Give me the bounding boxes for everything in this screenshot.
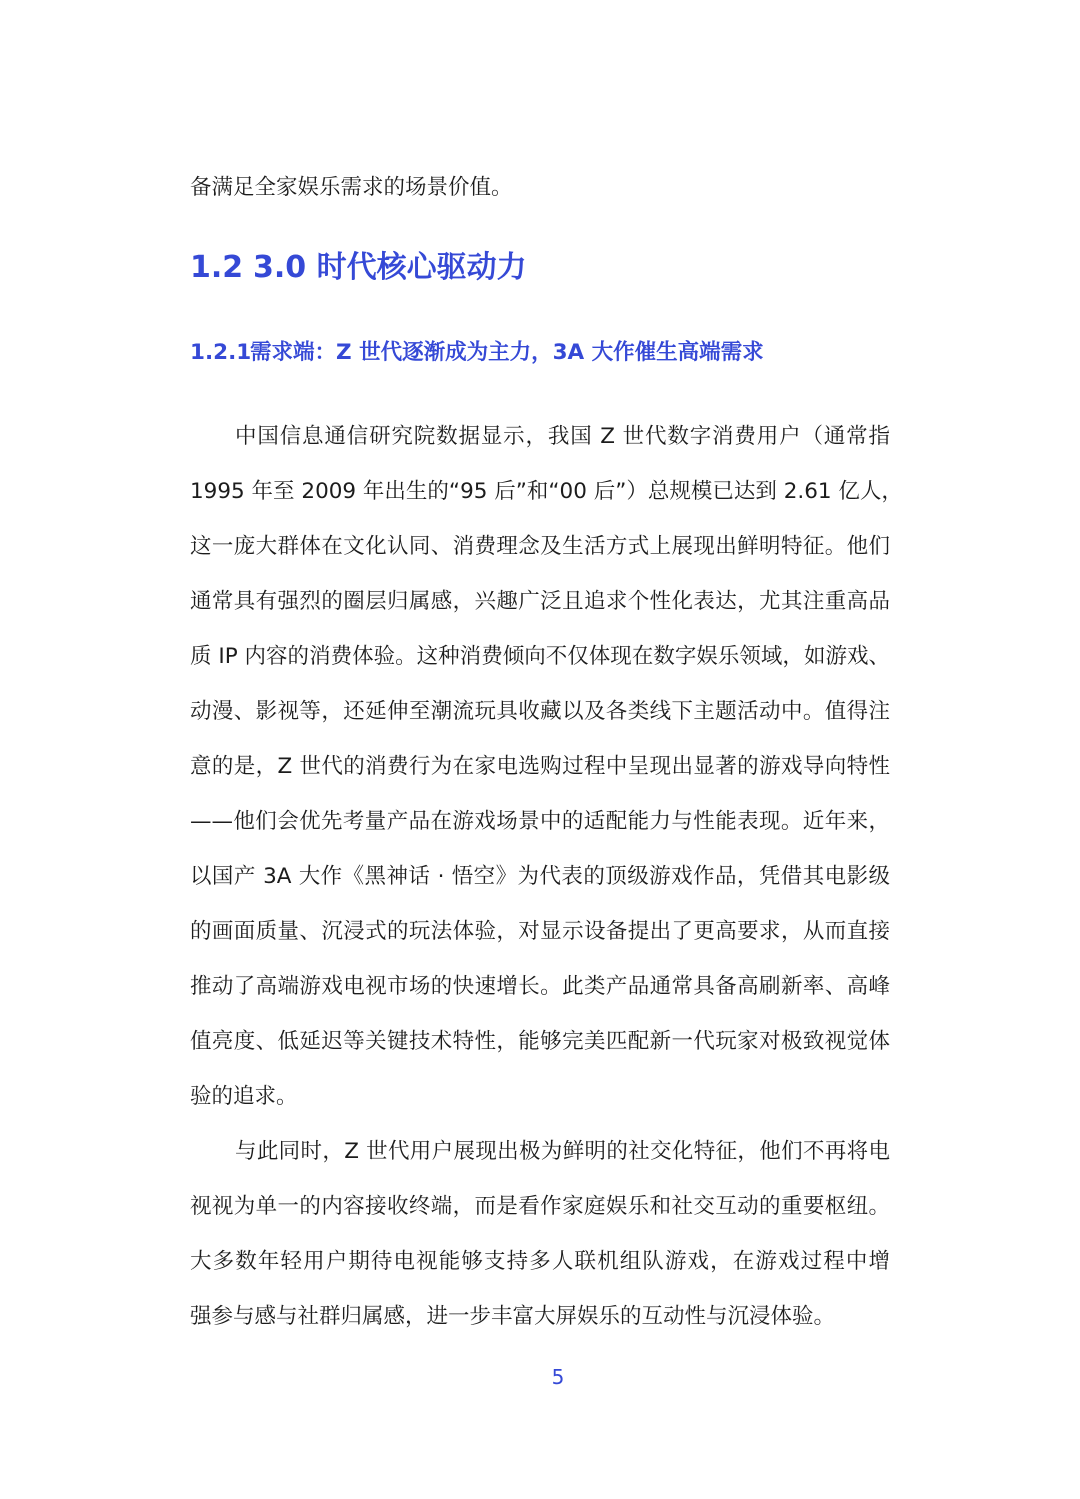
page-number: 5	[551, 1365, 565, 1389]
paragraph-line: 中国信息通信研究院数据显示，我国 Z 世代数字消费用户（通常指	[235, 424, 890, 449]
paragraph-line: 值亮度、低延迟等关键技术特性，能够完美匹配新一代玩家对极致视觉体	[190, 1029, 890, 1054]
paragraph-line: 动漫、影视等，还延伸至潮流玩具收藏以及各类线下主题活动中。值得注	[190, 699, 890, 724]
paragraph-line: 通常具有强烈的圈层归属感，兴趣广泛且追求个性化表达，尤其注重高品	[190, 589, 890, 614]
subsection-title: 需求端：Z 世代逐渐成为主力，3A 大作催生高端需求	[250, 340, 764, 365]
paragraph-line: 验的追求。	[190, 1084, 298, 1109]
section-number: 1.2	[190, 250, 244, 285]
subsection-number: 1.2.1	[190, 340, 252, 365]
paragraph-line: 视视为单一的内容接收终端，而是看作家庭娱乐和社交互动的重要枢纽。	[190, 1194, 890, 1219]
paragraph-line: 这一庞大群体在文化认同、消费理念及生活方式上展现出鲜明特征。他们	[190, 534, 890, 559]
continuation-line: 备满足全家娱乐需求的场景价值。	[190, 175, 513, 200]
paragraph-line: 意的是，Z 世代的消费行为在家电选购过程中呈现出显著的游戏导向特性	[190, 754, 890, 779]
paragraph-line: 大多数年轻用户期待电视能够支持多人联机组队游戏，在游戏过程中增	[190, 1249, 890, 1274]
paragraph-line: 的画面质量、沉浸式的玩法体验，对显示设备提出了更高要求，从而直接	[190, 919, 890, 944]
paragraph-line: 质 IP 内容的消费体验。这种消费倾向不仅体现在数字娱乐领域，如游戏、	[190, 644, 890, 669]
paragraph-line: 1995 年至 2009 年出生的“95 后”和“00 后”）总规模已达到 2.61 亿人，	[190, 479, 903, 504]
section-title: 3.0 时代核心驱动力	[253, 250, 527, 285]
paragraph-line: 强参与感与社群归属感，进一步丰富大屏娱乐的互动性与沉浸体验。	[190, 1304, 836, 1329]
paragraph-line: 推动了高端游戏电视市场的快速增长。此类产品通常具备高刷新率、高峰	[190, 974, 890, 999]
paragraph-line: 与此同时，Z 世代用户展现出极为鲜明的社交化特征，他们不再将电	[235, 1139, 890, 1164]
paragraph-line: ——他们会优先考量产品在游戏场景中的适配能力与性能表现。近年来，	[190, 809, 890, 834]
paragraph-line: 以国产 3A 大作《黑神话 · 悟空》为代表的顶级游戏作品，凭借其电影级	[190, 864, 890, 889]
